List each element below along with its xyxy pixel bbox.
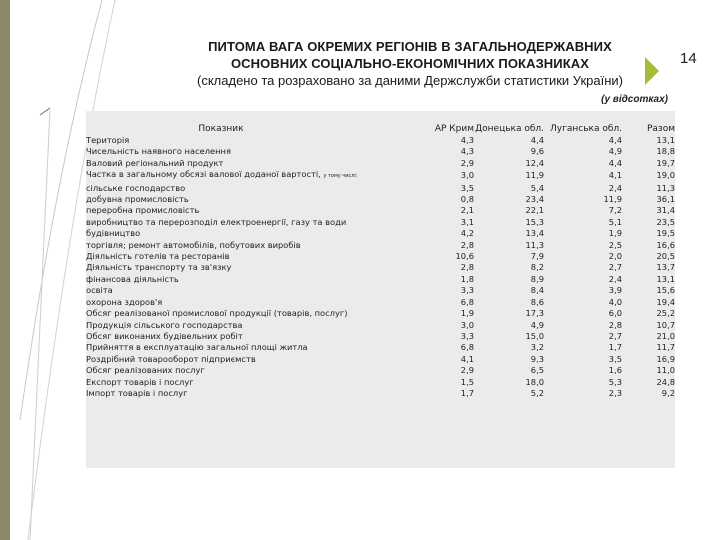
cell-total: 24,8	[656, 376, 675, 387]
table-row	[86, 274, 675, 285]
row-label	[86, 274, 416, 285]
cell-crimea: 3,1	[460, 216, 474, 227]
cell-donetsk: 3,2	[530, 342, 544, 353]
cell-total: 25,2	[656, 308, 675, 319]
table-row	[86, 169, 675, 182]
row-label	[86, 342, 416, 353]
cell-luhansk: 7,2	[608, 205, 622, 216]
cell-donetsk: 9,6	[530, 146, 544, 157]
cell-donetsk: 5,2	[530, 387, 544, 398]
cell-crimea: 1,7	[460, 387, 474, 398]
row-label-text: охорона здоров'я	[86, 296, 163, 307]
table-row	[86, 308, 675, 319]
cell-total: 23,5	[656, 216, 675, 227]
cell-total: 19,7	[656, 157, 675, 168]
cell-total: 19,4	[656, 296, 675, 307]
row-label-text: добувна промисловість	[86, 194, 189, 205]
cell-crimea: 4,3	[460, 135, 474, 145]
cell-luhansk: 5,3	[608, 376, 622, 387]
table-row	[86, 251, 675, 262]
title-subtitle: (складено та розраховано за даними Держслужби статистики України)	[197, 73, 623, 88]
cell-luhansk: 2,3	[608, 387, 622, 398]
cell-crimea: 1,8	[460, 273, 474, 284]
cell-total: 21,0	[656, 330, 675, 341]
row-label	[86, 331, 416, 342]
cell-donetsk: 4,9	[530, 319, 544, 330]
cell-donetsk: 8,4	[530, 285, 544, 296]
cell-donetsk: 15,3	[525, 216, 544, 227]
cell-luhansk: 2,4	[608, 182, 622, 193]
cell-crimea: 2,1	[460, 205, 474, 216]
cell-crimea: 2,8	[460, 262, 474, 273]
cell-total: 10,7	[656, 319, 675, 330]
row-label-text: Продукція сільського господарства	[86, 319, 243, 330]
table-row	[86, 388, 675, 399]
row-label-text: виробництво та перерозподіл електроенергії, газу та води	[86, 216, 347, 227]
cell-donetsk: 6,5	[530, 365, 544, 376]
header-donetsk: Донецька обл.	[475, 123, 544, 134]
row-label	[86, 365, 416, 376]
indicators-table	[86, 122, 675, 399]
page-number: 14	[680, 50, 697, 67]
row-label	[86, 388, 416, 399]
row-label-text: сільське господарство	[86, 182, 186, 193]
cell-donetsk: 13,4	[525, 228, 544, 239]
table-row	[86, 365, 675, 376]
table-row	[86, 320, 675, 331]
table-row	[86, 217, 675, 228]
cell-crimea: 6,8	[460, 296, 474, 307]
table-row	[86, 135, 675, 146]
row-label	[86, 377, 416, 388]
cell-total: 16,6	[656, 239, 675, 250]
cell-total: 11,3	[656, 182, 675, 193]
cell-crimea: 2,8	[460, 239, 474, 250]
header-luhansk: Луганська обл.	[550, 123, 622, 134]
row-label-text: торгівля; ремонт автомобілів, побутових виробів	[86, 239, 301, 250]
cell-luhansk: 4,4	[608, 157, 622, 168]
table-row	[86, 194, 675, 205]
row-label-text: фінансова діяльність	[86, 273, 179, 284]
row-label	[86, 228, 416, 239]
row-label-text: Роздрібний товарооборот підприємств	[86, 353, 256, 364]
header-crimea: АР Крим	[434, 123, 474, 134]
cell-crimea: 4,1	[460, 353, 474, 364]
cell-donetsk: 11,9	[525, 170, 544, 181]
cell-donetsk: 12,4	[525, 157, 544, 168]
cell-total: 31,4	[656, 205, 675, 216]
cell-luhansk: 5,1	[608, 216, 622, 227]
arrow-right-icon	[645, 57, 659, 85]
cell-luhansk: 1,6	[608, 365, 622, 376]
cell-total: 20,5	[656, 251, 675, 262]
cell-luhansk: 3,5	[608, 353, 622, 364]
row-label-text: Частка в загальному обсязі валової доданої вартості,	[86, 169, 321, 180]
row-label	[86, 135, 416, 146]
table-row	[86, 262, 675, 273]
table-row	[86, 183, 675, 194]
cell-donetsk: 8,2	[530, 262, 544, 273]
cell-total: 15,6	[656, 285, 675, 296]
cell-luhansk: 2,4	[608, 273, 622, 284]
row-label	[86, 194, 416, 205]
cell-crimea: 0,8	[460, 194, 474, 205]
title-line-2: ОСНОВНИХ СОЦІАЛЬНО-ЕКОНОМІЧНИХ ПОКАЗНИКАХ	[230, 56, 590, 71]
row-label-note: у тому числі:	[323, 173, 358, 180]
row-label	[86, 308, 416, 319]
cell-donetsk: 8,9	[530, 273, 544, 284]
cell-crimea: 3,0	[460, 319, 474, 330]
table-row	[86, 146, 675, 157]
header-total: Разом	[646, 123, 675, 134]
row-label-text: Прийняття в експлуатацію загальної площі житла	[86, 342, 308, 353]
cell-donetsk: 9,3	[530, 353, 544, 364]
table-row	[86, 354, 675, 365]
row-label-text: Обсяг реалізованої промислової продукції (товарів, послуг)	[86, 308, 348, 319]
row-label-text: освіта	[86, 285, 113, 296]
cell-total: 19,5	[656, 228, 675, 239]
row-label-text: переробна промисловість	[86, 205, 200, 216]
title-block	[150, 38, 670, 89]
row-label	[86, 320, 416, 331]
cell-crimea: 4,3	[460, 146, 474, 157]
cell-donetsk: 8,6	[530, 296, 544, 307]
row-label	[86, 146, 416, 157]
cell-crimea: 6,8	[460, 342, 474, 353]
cell-crimea: 3,3	[460, 285, 474, 296]
table-row	[86, 331, 675, 342]
cell-luhansk: 2,0	[608, 251, 622, 262]
cell-donetsk: 11,3	[525, 239, 544, 250]
cell-donetsk: 22,1	[525, 205, 544, 216]
cell-total: 18,8	[656, 146, 675, 157]
cell-donetsk: 15,0	[525, 330, 544, 341]
table-header-row	[86, 122, 675, 135]
cell-luhansk: 1,7	[608, 342, 622, 353]
table-row	[86, 297, 675, 308]
cell-total: 19,0	[656, 170, 675, 181]
table-panel	[86, 111, 675, 468]
row-label	[86, 183, 416, 194]
cell-luhansk: 4,0	[608, 296, 622, 307]
table-row	[86, 205, 675, 216]
cell-luhansk: 4,9	[608, 146, 622, 157]
cell-donetsk: 17,3	[525, 308, 544, 319]
cell-crimea: 3,0	[460, 170, 474, 181]
header-indicator: Показник	[198, 123, 244, 134]
cell-luhansk: 2,5	[608, 239, 622, 250]
left-accent-bar	[0, 0, 10, 540]
row-label	[86, 217, 416, 228]
cell-luhansk: 4,1	[608, 170, 622, 181]
cell-luhansk: 2,7	[608, 330, 622, 341]
row-label-text: Валовий регіональний продукт	[86, 157, 224, 168]
table-row	[86, 285, 675, 296]
title-line-1: ПИТОМА ВАГА ОКРЕМИХ РЕГІОНІВ В ЗАГАЛЬНОДЕРЖАВНИХ	[208, 39, 612, 54]
cell-crimea: 1,5	[460, 376, 474, 387]
cell-total: 11,7	[656, 342, 675, 353]
cell-crimea: 10,6	[455, 251, 474, 262]
table-row	[86, 342, 675, 353]
table-row	[86, 158, 675, 169]
cell-crimea: 2,9	[460, 365, 474, 376]
cell-luhansk: 2,7	[608, 262, 622, 273]
row-label-text: Діяльність готелів та ресторанів	[86, 251, 230, 262]
row-label-text: Імпорт товарів і послуг	[86, 387, 188, 398]
row-label	[86, 158, 416, 169]
table-body	[86, 135, 675, 399]
row-label-text: Діяльність транспорту та зв'язку	[86, 262, 232, 273]
row-label-text: Територія	[86, 135, 130, 145]
cell-total: 36,1	[656, 194, 675, 205]
table-row	[86, 240, 675, 251]
cell-total: 13,7	[656, 262, 675, 273]
cell-donetsk: 5,4	[530, 182, 544, 193]
table-row	[86, 228, 675, 239]
row-label	[86, 262, 416, 273]
cell-total: 16,9	[656, 353, 675, 364]
row-label	[86, 240, 416, 251]
cell-total: 13,1	[656, 135, 675, 145]
row-label	[86, 297, 416, 308]
row-label	[86, 285, 416, 296]
row-label-text: Обсяг реалізованих послуг	[86, 365, 205, 376]
cell-crimea: 4,2	[460, 228, 474, 239]
cell-total: 9,2	[661, 387, 675, 398]
row-label-text: Експорт товарів і послуг	[86, 376, 194, 387]
row-label-text: будівництво	[86, 228, 141, 239]
cell-luhansk: 2,8	[608, 319, 622, 330]
cell-crimea: 3,3	[460, 330, 474, 341]
cell-donetsk: 23,4	[525, 194, 544, 205]
cell-crimea: 1,9	[460, 308, 474, 319]
cell-luhansk: 4,4	[608, 135, 622, 145]
cell-donetsk: 7,9	[530, 251, 544, 262]
row-label	[86, 251, 416, 262]
row-label	[86, 354, 416, 365]
cell-crimea: 2,9	[460, 157, 474, 168]
cell-luhansk: 11,9	[603, 194, 622, 205]
cell-total: 11,0	[656, 365, 675, 376]
cell-crimea: 3,5	[460, 182, 474, 193]
cell-luhansk: 1,9	[608, 228, 622, 239]
row-label-text: Обсяг виконаних будівельних робіт	[86, 330, 243, 341]
table-row	[86, 377, 675, 388]
cell-donetsk: 18,0	[525, 376, 544, 387]
row-label-text: Чисельність наявного населення	[86, 146, 231, 157]
row-label	[86, 205, 416, 216]
cell-luhansk: 3,9	[608, 285, 622, 296]
cell-luhansk: 6,0	[608, 308, 622, 319]
units-note: (у відсотках)	[601, 94, 668, 105]
cell-donetsk: 4,4	[530, 135, 544, 145]
row-label	[86, 169, 416, 182]
cell-total: 13,1	[656, 273, 675, 284]
